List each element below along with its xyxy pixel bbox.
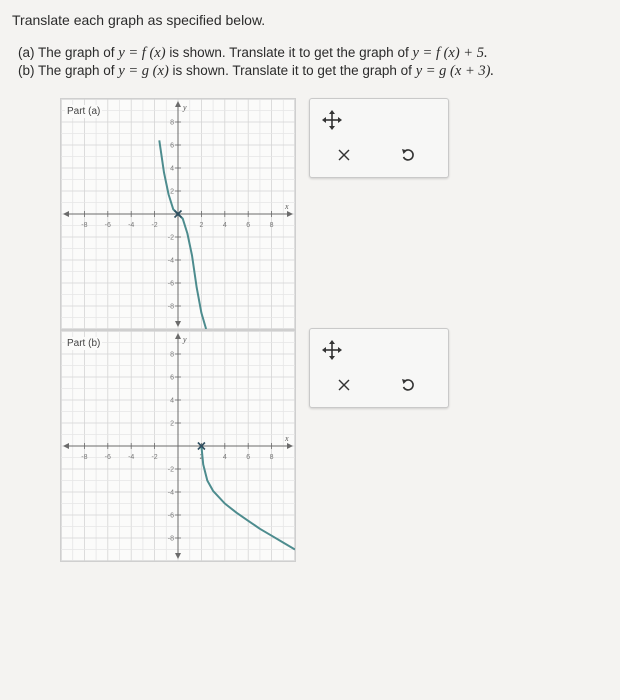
x-tick-label: 6 [246, 454, 251, 461]
x-axis-label: x [285, 202, 289, 211]
x-tick-label: -2 [151, 222, 158, 229]
y-tick-label: 4 [170, 397, 174, 405]
y-axis-arrow-down [175, 321, 181, 327]
undo-button[interactable] [396, 143, 420, 167]
part-b-prefix: (b) The graph of [18, 63, 115, 78]
graph-a-canvas[interactable] [61, 99, 295, 329]
y-tick-label: -2 [167, 466, 174, 474]
x-axis-label: x [285, 434, 289, 443]
x-tick-label: -4 [128, 222, 135, 229]
part-a-middle: is shown. Translate it to get the graph of [169, 45, 409, 60]
x-tick-label: 2 [199, 454, 204, 461]
toolbox-part-b [309, 328, 449, 408]
x-tick-label: -8 [81, 222, 88, 229]
x-tick-label: 8 [269, 454, 274, 461]
x-axis-arrow-right [287, 211, 293, 217]
part-a-instruction [18, 45, 488, 62]
clear-button[interactable] [332, 143, 356, 167]
x-tick-label: -6 [104, 222, 111, 229]
x-tick-label: 4 [222, 222, 227, 229]
y-axis-label: y [183, 335, 187, 344]
y-tick-label: 8 [170, 351, 174, 359]
undo-icon [400, 147, 416, 163]
y-tick-label: 4 [170, 165, 174, 173]
x-tick-label: 6 [246, 222, 251, 229]
y-tick-label: -4 [167, 489, 174, 497]
y-tick-label: -2 [167, 234, 174, 242]
x-axis-arrow-left [63, 443, 69, 449]
y-tick-label: -4 [167, 257, 174, 265]
graph-b-label: Part (b) [67, 338, 101, 349]
part-a-target: y = f (x) + 5. [412, 45, 488, 61]
part-b-instruction [18, 63, 494, 80]
close-icon [337, 148, 351, 162]
y-tick-label: 6 [170, 142, 174, 150]
move-arrows-icon [321, 109, 343, 131]
y-tick-label: -6 [167, 512, 174, 520]
part-a-prefix: (a) The graph of [18, 45, 115, 60]
y-tick-label: 6 [170, 374, 174, 382]
y-axis-arrow-up [175, 101, 181, 107]
y-tick-label: -8 [167, 303, 174, 311]
graph-a-label: Part (a) [67, 106, 101, 117]
part-a-function: y = f (x) [118, 45, 166, 61]
x-tick-label: 8 [269, 222, 274, 229]
x-axis-arrow-right [287, 443, 293, 449]
y-axis-arrow-down [175, 553, 181, 559]
y-axis-label: y [183, 103, 187, 112]
x-tick-label: -8 [81, 454, 88, 461]
y-tick-label: -6 [167, 280, 174, 288]
x-tick-label: 4 [222, 454, 227, 461]
undo-icon [400, 377, 416, 393]
clear-button[interactable] [332, 373, 356, 397]
graph-part-a[interactable] [60, 98, 296, 330]
graph-part-b[interactable] [60, 330, 296, 562]
x-tick-label: 2 [199, 222, 204, 229]
toolbox-part-a [309, 98, 449, 178]
y-axis-arrow-up [175, 333, 181, 339]
y-tick-label: 2 [170, 188, 174, 196]
y-tick-label: -8 [167, 535, 174, 543]
move-tool-button[interactable] [320, 108, 344, 132]
move-arrows-icon [321, 339, 343, 361]
x-tick-label: -2 [151, 454, 158, 461]
move-tool-button[interactable] [320, 338, 344, 362]
part-b-target: y = g (x + 3). [415, 63, 495, 79]
instructions-title: Translate each graph as specified below. [12, 12, 266, 28]
x-axis-arrow-left [63, 211, 69, 217]
part-b-middle: is shown. Translate it to get the graph of [172, 63, 412, 78]
x-tick-label: -4 [128, 454, 135, 461]
y-tick-label: 8 [170, 119, 174, 127]
x-tick-label: -6 [104, 454, 111, 461]
part-b-function: y = g (x) [118, 63, 169, 79]
undo-button[interactable] [396, 373, 420, 397]
close-icon [337, 378, 351, 392]
graph-b-canvas[interactable] [61, 331, 295, 561]
y-tick-label: 2 [170, 420, 174, 428]
